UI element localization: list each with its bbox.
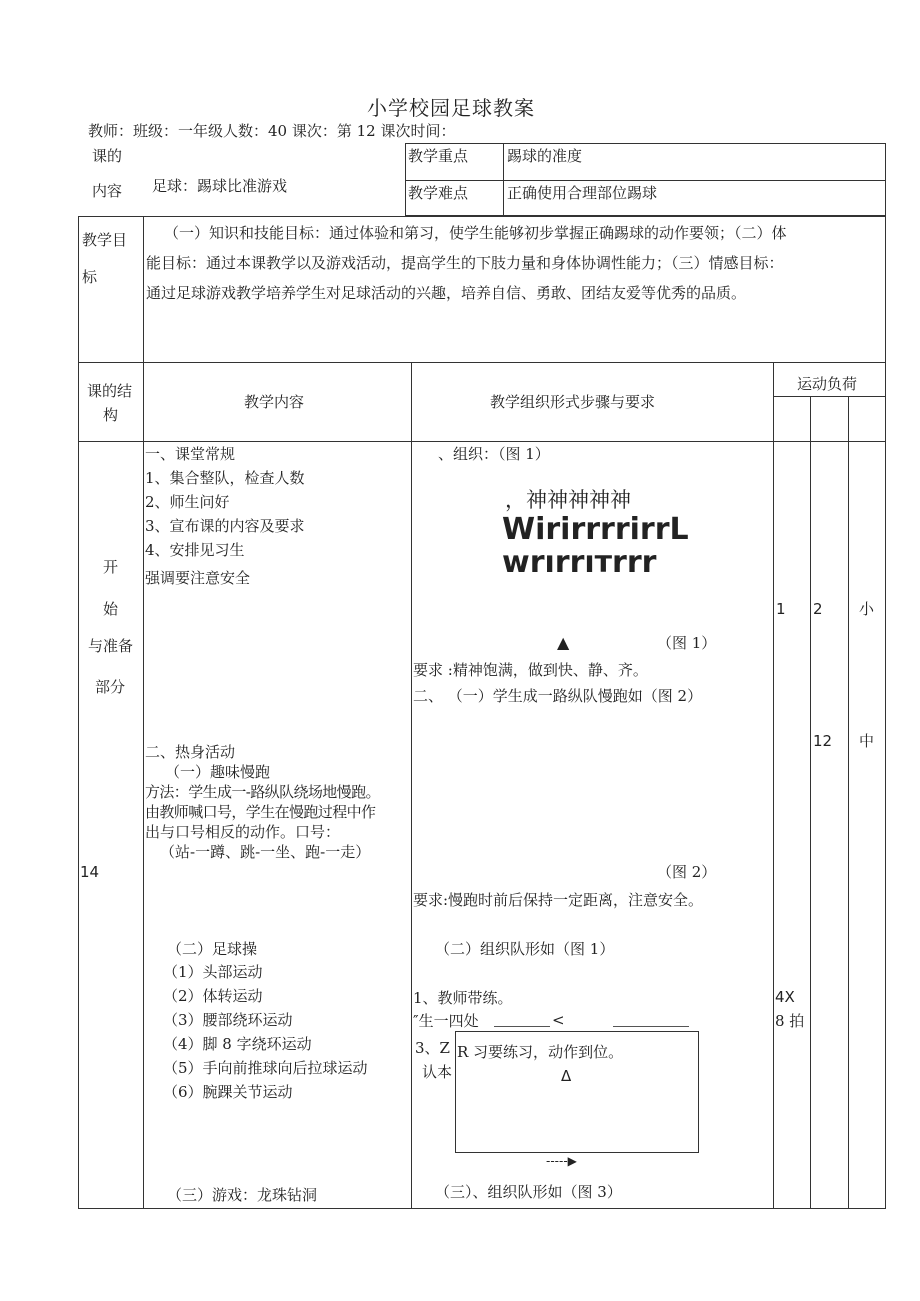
routine-item: 1、集合整队，检查人数 — [145, 469, 305, 487]
load-count: 2 — [813, 600, 823, 618]
routine-item: 4、安排见习生 — [145, 541, 245, 559]
org-step-3: （二）组织队形如（图 1） — [435, 940, 615, 958]
load-count-2: 12 — [813, 732, 833, 750]
routine-item: 3、宣布课的内容及要求 — [145, 517, 305, 535]
exercise-item: （1）头部运动 — [163, 963, 263, 981]
objective-line-1: （一）知识和技能目标：通过体验和第习，使学生能够初步掌握正确踢球的动作要领；（二）体 — [164, 224, 787, 242]
objectives-label-2: 标 — [82, 268, 98, 286]
org-step-2: 二、 （一）学生成一路纵队慢跑如（图 2） — [413, 687, 703, 705]
triangle-icon: Δ — [561, 1067, 572, 1085]
objectives-label: 教学目 — [82, 231, 128, 249]
load-intensity-2: 中 — [859, 732, 875, 750]
difficulty-label: 教学难点 — [408, 184, 469, 202]
formation-row-1: WirirrrrirrL — [502, 512, 689, 547]
formation-row-2: wrırrıтrrr — [502, 545, 657, 580]
load-intensity: 小 — [859, 600, 875, 618]
difficulty-value: 正确使用合理部位踢球 — [507, 184, 658, 202]
org-step-4: （三）、组织队形如（图 3） — [435, 1183, 622, 1201]
exercise-item: （4）脚 8 字绕环运动 — [163, 1035, 312, 1053]
lesson-label-2: 内容 — [92, 182, 123, 200]
figure-1-label: （图 1） — [657, 634, 717, 652]
warmup-title: 二、热身活动 — [145, 743, 236, 761]
col-structure-2: 构 — [103, 406, 119, 424]
teacher-marker-icon: ▲ — [557, 633, 570, 652]
routine-note: 强调要注意安全 — [145, 569, 251, 587]
section-start-2: 始 — [103, 600, 119, 618]
warmup-sub: （一）趣味慢跑 — [165, 763, 271, 781]
figure-2-label: （图 2） — [657, 863, 717, 881]
warmup-method: 方法：学生成一-路纵队绕场地慢跑。 — [145, 783, 380, 801]
org-step-1: 、组织：（图 1） — [438, 445, 550, 463]
col-structure: 课的结 — [87, 382, 133, 400]
routine-item: 2、师生问好 — [145, 493, 230, 511]
exercise-item: （2）体转运动 — [163, 987, 263, 1005]
load-rhythm: 4X — [775, 988, 795, 1006]
warmup-method: 出与口号相反的动作。口号： — [145, 823, 341, 841]
lead-line-2: ″生一四处 — [413, 1012, 479, 1030]
lesson-label: 课的 — [92, 147, 123, 165]
requirement-1: 要求 :精神饱满，做到快、静、齐。 — [413, 661, 648, 679]
warmup-method: 由教师喊口号，学生在慢跑过程中作 — [145, 803, 376, 821]
exercise-title: （二）足球操 — [167, 940, 258, 958]
load-rhythm-2: 8 拍 — [775, 1012, 805, 1030]
exercise-item: （3）腰部绕环运动 — [163, 1011, 293, 1029]
game-title: （三）游戏：龙珠钻洞 — [167, 1186, 318, 1204]
exercise-item: （5）手向前推球向后拉球运动 — [163, 1059, 368, 1077]
arrow-icon: -----▶ — [546, 1154, 577, 1168]
section-prep: 与准备 — [88, 637, 134, 655]
objective-line-2: 能目标：通过本课教学以及游戏活动，提高学生的下肢力量和身体协调性能力；（三）情感目标： — [146, 254, 784, 272]
lead-line-3b: 认本 — [422, 1063, 453, 1081]
section-part: 部分 — [95, 678, 126, 696]
lesson-content: 足球：踢球比准游戏 — [152, 177, 288, 195]
info-line: 教师：班级：一年级人数：40 课次：第 12 课次时间： — [88, 122, 456, 140]
warmup-slogan: （站-一蹲、跳-一坐、跑-一走） — [160, 843, 371, 861]
col-organization: 教学组织形式步骤与要求 — [490, 393, 656, 411]
exercise-item: （6）腕踝关节运动 — [163, 1083, 293, 1101]
col-content: 教学内容 — [244, 393, 305, 411]
load-times: 1 — [776, 600, 786, 618]
lead-line-2-mark: < — [552, 1011, 565, 1029]
lead-line-3: 3、Z — [415, 1039, 450, 1057]
formation-top: ，神神神神神 — [505, 488, 631, 512]
page-title: 小学校园足球教案 — [367, 96, 535, 120]
key-point-value: 踢球的准度 — [507, 147, 583, 165]
lead-line-1: 1、教师带练。 — [413, 989, 513, 1007]
col-load: 运动负荷 — [797, 375, 858, 393]
key-point-label: 教学重点 — [408, 147, 469, 165]
section-start: 开 — [103, 558, 119, 576]
objective-line-3: 通过足球游戏教学培养学生对足球活动的兴趣，培养自信、勇敢、团结友爱等优秀的品质。 — [146, 284, 747, 302]
section-minutes: 14 — [80, 863, 100, 881]
practice-box-text: R 习要练习，动作到位。 — [457, 1043, 624, 1061]
routine-title: 一、课堂常规 — [145, 445, 236, 463]
requirement-2: 要求:慢跑时前后保持一定距离，注意安全。 — [413, 891, 704, 909]
